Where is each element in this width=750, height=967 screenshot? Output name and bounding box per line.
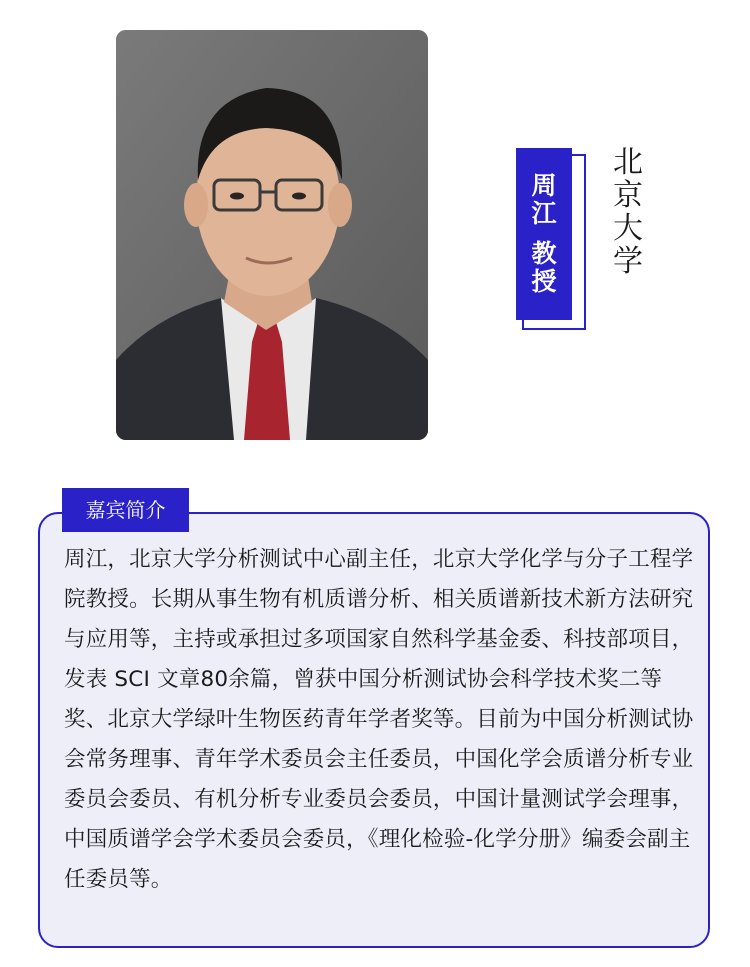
name-tag-fill (516, 148, 572, 320)
university-char: 学 (613, 244, 643, 279)
portrait-illustration (116, 30, 428, 440)
name-char: 江 (531, 199, 557, 228)
university-char: 北 (613, 145, 643, 180)
university-char: 京 (613, 178, 643, 213)
name-title-tag (516, 148, 572, 322)
bio-text: 周江，北京大学分析测试中心副主任，北京大学化学与分子工程学院教授。长期从事生物有机质谱分析、相关质谱新技术新方法研究与应用等，主持或承担过多项国家自然科学基金委、科技部项目，发表 SCI 文章80余篇，曾获中国分析测试协会科学技术奖二等奖、北京大学绿叶生物医药青年学者奖等。目前为中国分析测试协会常务理事、青年学术委员会主任委员，中国化学会质谱分析专业委员会委员、有机分析专业委员会委员，中国计量测试学会理事，中国质谱学会学术委员会委员，《理化检验-化学分册》编委会副主任委员等。 (64, 547, 694, 892)
section-label: 嘉宾简介 (62, 488, 189, 532)
university-name (608, 146, 648, 278)
title-char: 授 (531, 267, 557, 296)
name-char: 周 (531, 171, 557, 200)
portrait-photo (116, 30, 428, 440)
title-char: 教 (531, 239, 557, 268)
university-char: 大 (613, 211, 643, 246)
